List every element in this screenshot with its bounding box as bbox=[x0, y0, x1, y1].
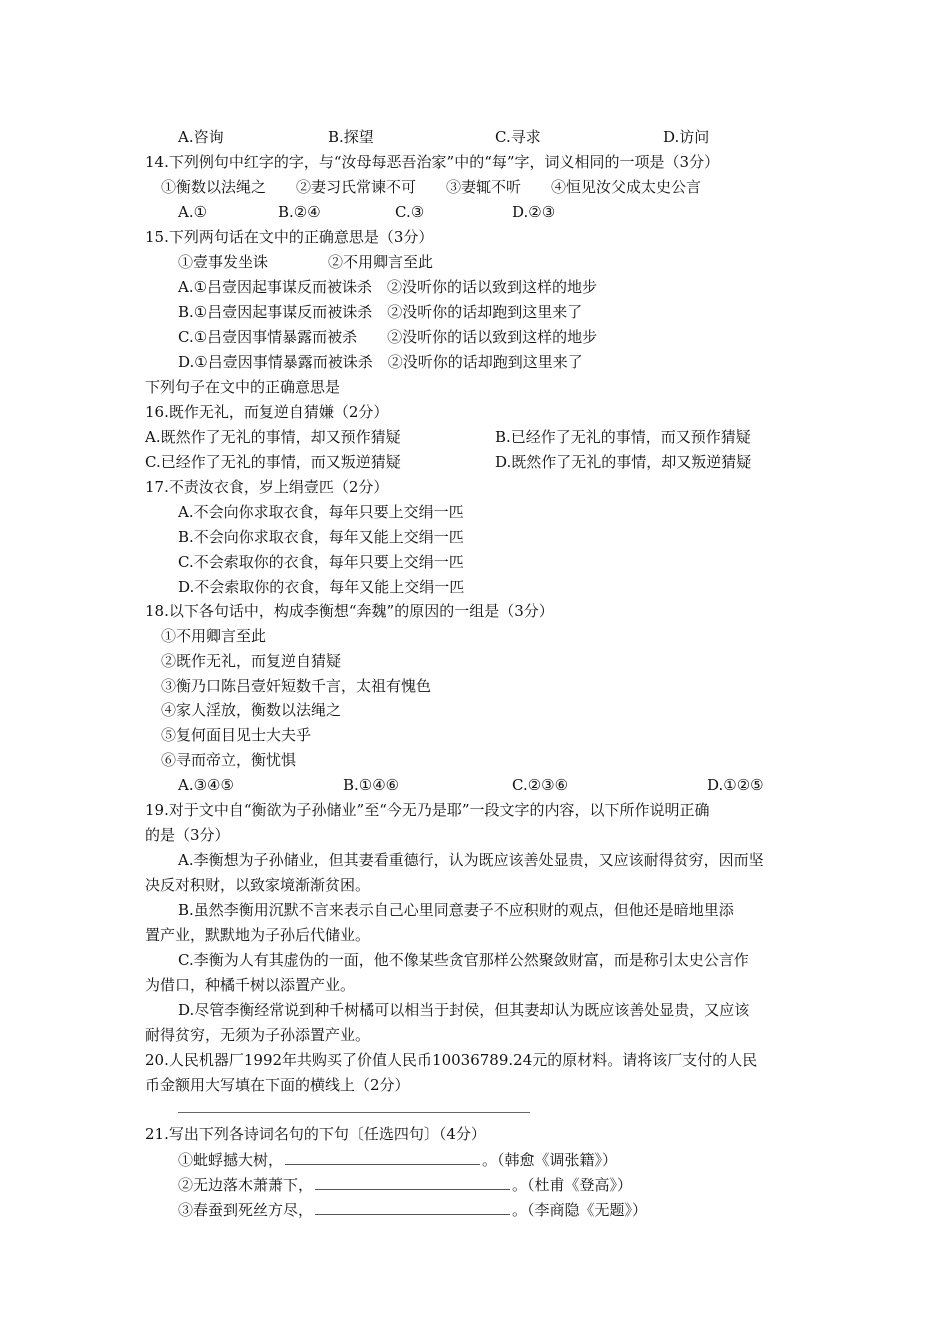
q17-option-a: A.不会向你求取衣食，每年只要上交绢一匹 bbox=[178, 503, 464, 521]
q15-option-d: D.①吕壹因事情暴露而被诛杀 ②没听你的话却跑到这里来了 bbox=[178, 353, 583, 371]
q16-stem: 16.既作无礼，而复逆自猜嫌（2分） bbox=[145, 403, 389, 421]
q18-item-5: ⑤复何面目见士大夫乎 bbox=[161, 726, 312, 744]
q21-item-2 bbox=[178, 1175, 632, 1194]
q19-option-b-line1: B.虽然李衡用沉默不言来表示自己心里同意妻子不应积财的观点，但他还是暗地里添 bbox=[178, 901, 734, 919]
q19-stem-line1: 19.对于文中自“衡欲为子孙储业”至“今无乃是耶”一段文字的内容，以下所作说明正确 bbox=[145, 801, 710, 819]
q13-option-a: A.咨询 bbox=[178, 128, 224, 146]
q19-option-d-line2: 耐得贫穷，无须为子孙添置产业。 bbox=[145, 1026, 371, 1044]
q19-option-c-line2: 为借口，种橘千树以添置产业。 bbox=[145, 976, 356, 994]
q17-option-b: B.不会向你求取衣食，每年又能上交绢一匹 bbox=[178, 528, 464, 546]
q21-item-2-suffix: 。（杜甫《登高》） bbox=[512, 1176, 633, 1194]
q21-item-2-prompt: ②无边落木萧萧下， bbox=[178, 1176, 314, 1194]
q15-stem: 15.下列两句话在文中的正确意思是（3分） bbox=[145, 228, 434, 246]
q14-option-a: A.① bbox=[178, 203, 208, 221]
q16-option-d: D.既然作了无礼的事情，却又叛逆猜疑 bbox=[495, 453, 752, 471]
q15-option-b: B.①吕壹因起事谋反而被诛杀 ②没听你的话却跑到这里来了 bbox=[178, 303, 583, 321]
q15-option-a: A.①吕壹因起事谋反而被诛杀 ②没听你的话以致到这样的地步 bbox=[178, 278, 598, 296]
q18-item-4: ④家人淫放，衡数以法绳之 bbox=[161, 701, 342, 719]
q18-option-a: A.③④⑤ bbox=[178, 776, 234, 794]
q15-option-c: C.①吕壹因事情暴露而被杀 ②没听你的话以致到这样的地步 bbox=[178, 328, 598, 346]
q21-item-2-blank[interactable] bbox=[315, 1175, 510, 1190]
q17-option-c: C.不会索取你的衣食，每年只要上交绢一匹 bbox=[178, 553, 464, 571]
q16-option-a: A.既然作了无礼的事情，却又预作猜疑 bbox=[145, 428, 401, 446]
q17-option-d: D.不会索取你的衣食，每年又能上交绢一匹 bbox=[178, 578, 465, 596]
q21-item-1-prompt: ①蚍蜉撼大树， bbox=[178, 1151, 284, 1169]
q21-stem: 21.写出下列各诗词名句的下句〔任选四句〕（4分） bbox=[145, 1125, 486, 1143]
q13-option-d: D.访问 bbox=[663, 128, 710, 146]
q16-option-c: C.已经作了无礼的事情，而又叛逆猜疑 bbox=[145, 453, 401, 471]
q13-option-c: C.寻求 bbox=[495, 128, 541, 146]
q19-option-a-line1: A.李衡想为子孙储业，但其妻看重德行，认为既应该善处显贵，又应该耐得贫穷，因而坚 bbox=[178, 851, 764, 869]
q20-line1: 20.人民机器厂1992年共购买了价值人民币10036789.24元的原材料。请将该厂支付的人民 bbox=[145, 1051, 758, 1069]
q14-option-b: B.②④ bbox=[278, 203, 321, 221]
q18-item-1: ①不用卿言至此 bbox=[161, 627, 267, 645]
q13-option-b: B.探望 bbox=[328, 128, 374, 146]
q14-option-d: D.②③ bbox=[512, 203, 556, 221]
q17-stem: 17.不责汝衣食，岁上绢壹匹（2分） bbox=[145, 478, 389, 496]
q18-item-6: ⑥寻而帝立，衡忧惧 bbox=[161, 751, 297, 769]
q21-item-1-suffix: 。（韩愈《调张籍》） bbox=[482, 1151, 618, 1169]
q21-item-3 bbox=[178, 1200, 647, 1219]
q20-line2: 币金额用大写填在下面的横线上（2分） bbox=[145, 1076, 410, 1094]
q19-option-d-line1: D.尽管李衡经常说到种千树橘可以相当于封侯，但其妻却认为既应该善处显贵，又应该 bbox=[178, 1001, 750, 1019]
q14-stem: 14.下列例句中红字的字，与“汝母每恶吾治家”中的“每”字，词义相同的一项是（3分） bbox=[145, 153, 720, 171]
q20-answer-line[interactable] bbox=[178, 1112, 530, 1113]
q18-option-d: D.①②⑤ bbox=[707, 776, 764, 794]
section-intro: 下列句子在文中的正确意思是 bbox=[145, 378, 341, 396]
q18-item-2: ②既作无礼，而复逆自猜疑 bbox=[161, 652, 342, 670]
q18-option-b: B.①④⑥ bbox=[343, 776, 400, 794]
q21-item-1-blank[interactable] bbox=[285, 1150, 480, 1165]
q18-item-3: ③衡乃口陈吕壹奸短数千言，太祖有愧色 bbox=[161, 677, 432, 695]
q19-option-b-line2: 置产业，默默地为子孙后代储业。 bbox=[145, 926, 371, 944]
q19-option-c-line1: C.李衡为人有其虚伪的一面，他不像某些贪官那样公然聚敛财富，而是称引太史公言作 bbox=[178, 951, 749, 969]
q19-option-a-line2: 决反对积财，以致家境渐渐贫困。 bbox=[145, 876, 371, 894]
q15-sentences: ①壹事发坐诛 ②不用卿言至此 bbox=[178, 253, 434, 271]
q21-item-3-blank[interactable] bbox=[315, 1200, 510, 1215]
q14-option-c: C.③ bbox=[395, 203, 425, 221]
q21-item-1 bbox=[178, 1150, 617, 1169]
q21-item-3-suffix: 。（李商隐《无题》） bbox=[512, 1201, 648, 1219]
q19-stem-line2: 的是（3分） bbox=[145, 826, 230, 844]
q21-item-3-prompt: ③春蚕到死丝方尽， bbox=[178, 1201, 314, 1219]
q18-option-c: C.②③⑥ bbox=[512, 776, 569, 794]
q14-sentences: ①衡数以法绳之 ②妻习氏常谏不可 ③妻辄不听 ④恒见汝父成太史公言 bbox=[161, 178, 702, 196]
q16-option-b: B.已经作了无礼的事情，而又预作猜疑 bbox=[495, 428, 751, 446]
q18-stem: 18.以下各句话中，构成李衡想“奔魏”的原因的一组是（3分） bbox=[145, 602, 554, 620]
